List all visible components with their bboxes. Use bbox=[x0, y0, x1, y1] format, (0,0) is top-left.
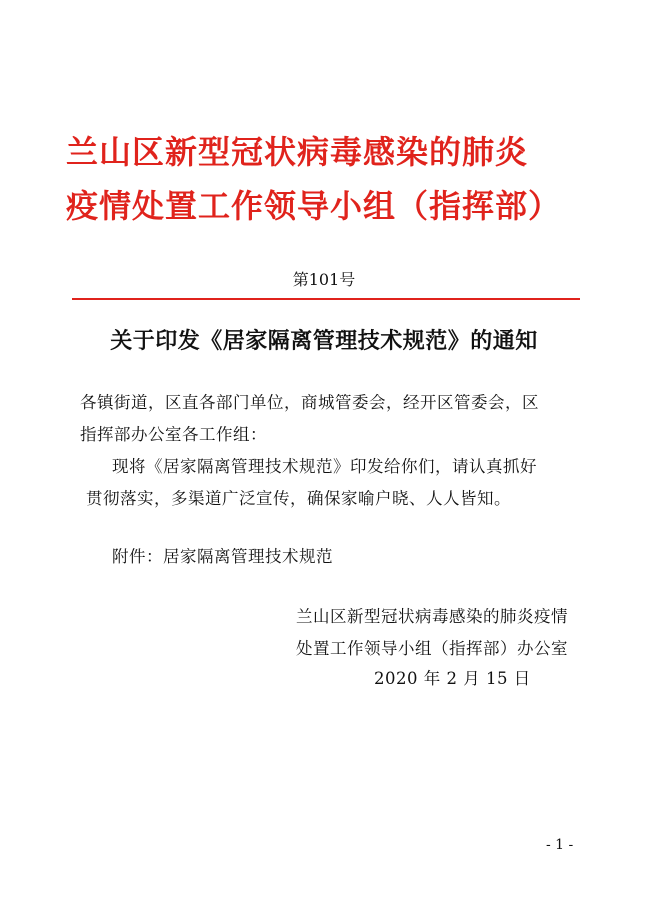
content-line2: 贯彻落实，多渠道广泛宣传，确保家喻户晓、人人皆知。 bbox=[86, 489, 511, 508]
attachment-line: 附件：居家隔离管理技术规范 bbox=[112, 547, 333, 566]
signature-date: 2020 年 2 月 15 日 bbox=[374, 669, 531, 688]
document-number: 第101号 bbox=[292, 270, 356, 289]
signature-org-line2: 处置工作领导小组（指挥部）办公室 bbox=[296, 639, 568, 658]
content-line1: 现将《居家隔离管理技术规范》印发给你们，请认真抓好 bbox=[112, 457, 537, 476]
page-number: - 1 - bbox=[546, 837, 574, 853]
signature-org-line1: 兰山区新型冠状病毒感染的肺炎疫情 bbox=[296, 607, 568, 626]
notice-title: 关于印发《居家隔离管理技术规范》的通知 bbox=[110, 328, 538, 354]
red-divider bbox=[72, 298, 580, 300]
header-title-line2: 疫情处置工作领导小组（指挥部） bbox=[66, 187, 562, 225]
recipients-line1: 各镇街道，区直各部门单位，商城管委会，经开区管委会，区 bbox=[80, 393, 539, 412]
header-title-line1: 兰山区新型冠状病毒感染的肺炎 bbox=[66, 133, 529, 171]
recipients-line2: 指挥部办公室各工作组： bbox=[80, 425, 267, 444]
